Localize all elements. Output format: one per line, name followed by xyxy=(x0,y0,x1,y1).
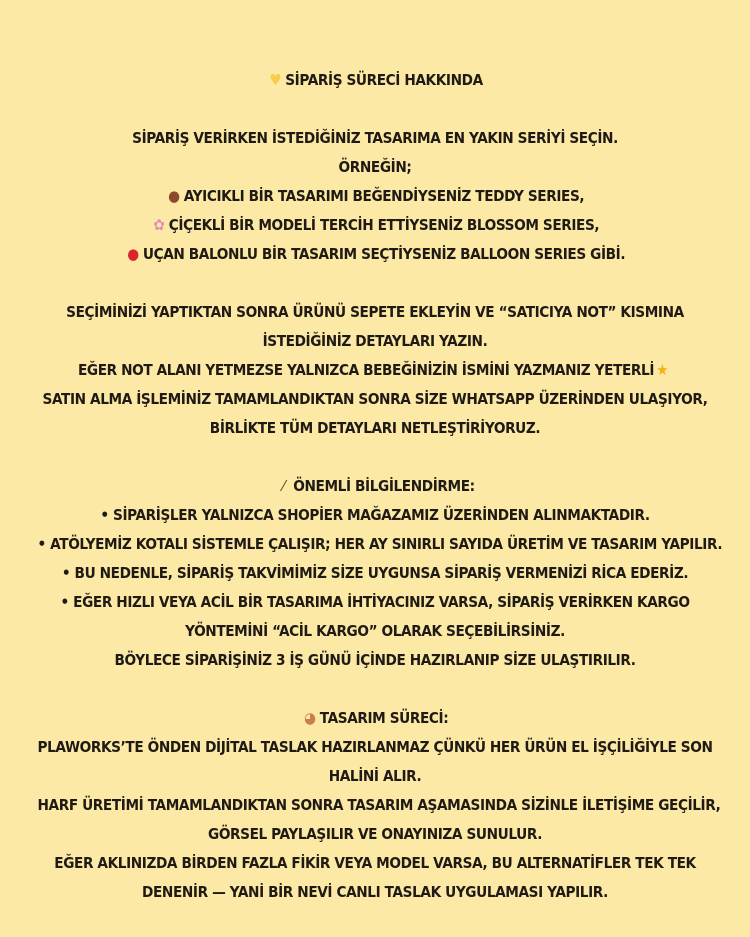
design-line-4: GÖRSEL PAYLAŞILIR VE ONAYINIZA SUNULUR. xyxy=(208,825,542,843)
cart-line-4: SATIN ALMA İŞLEMİNİZ TAMAMLANDIKTAN SONRA SİZE WHATSAPP ÜZERİNDEN ULAŞIYOR, xyxy=(42,390,708,408)
design-line-1: PLAWORKS’TE ÖNDEN DİJİTAL TASLAK HAZIRLANMAZ ÇÜNKÜ HER ÜRÜN EL İŞÇİLİĞİYLE SON xyxy=(37,738,713,756)
example-balloon xyxy=(38,240,713,269)
cart-line-5: BİRLİKTE TÜM DETAYLARI NETLEŞTİRİYORUZ. xyxy=(209,419,541,437)
design-title-text: TASARIM SÜRECİ: xyxy=(319,709,449,727)
design-line-2: HALİNİ ALIR. xyxy=(328,767,422,785)
example-blossom xyxy=(38,211,713,240)
important-line-6: BÖYLECE SİPARİŞİNİZ 3 İŞ GÜNÜ İÇİNDE HAZIRLANIP SİZE ULAŞTIRILIR. xyxy=(114,651,636,669)
important-line-3: • BU NEDENLE, SİPARİŞ TAKVİMİMİZ SİZE UYGUNSA SİPARİŞ VERMENİZİ RİCA EDERİZ. xyxy=(61,564,689,582)
spacer xyxy=(0,675,750,704)
important-line-1: • SİPARİŞLER YALNIZCA SHOPİER MAĞAZAMIZ ÜZERİNDEN ALINMAKTADIR. xyxy=(100,506,650,524)
example-balloon-text: UÇAN BALONLU BİR TASARIM SEÇTİYSENİZ BALLOON SERIES GİBİ. xyxy=(142,245,626,263)
order-line-2: ÖRNEĞİN; xyxy=(338,158,412,176)
teddy-bear-icon: ● xyxy=(168,187,180,205)
order-process-title-text: SİPARİŞ SÜRECİ HAKKINDA xyxy=(285,71,483,89)
important-line-4: • EĞER HIZLI VEYA ACİL BİR TASARIMA İHTİYACINIZ VARSA, SİPARİŞ VERİRKEN KARGO xyxy=(60,593,690,611)
design-line-5: EĞER AKLINIZDA BİRDEN FAZLA FİKİR VEYA MODEL VARSA, BU ALTERNATİFLER TEK TEK xyxy=(54,854,696,872)
cart-line-2: İSTEDİĞİNİZ DETAYLARI YAZIN. xyxy=(262,332,488,350)
example-blossom-text: ÇİÇEKLİ BİR MODELİ TERCİH ETTİYSENİZ BLOSSOM SERIES, xyxy=(168,216,600,234)
example-teddy xyxy=(38,182,713,211)
magic-wand-icon: ⁄ xyxy=(282,477,285,495)
spacer xyxy=(0,95,750,124)
spacer xyxy=(0,269,750,298)
cart-line-3 xyxy=(38,356,713,385)
palette-icon: ◕ xyxy=(304,709,316,727)
example-teddy-text: AYICIKLI BİR TASARIMI BEĞENDİYSENİZ TEDDY SERIES, xyxy=(183,187,585,205)
important-line-2: • ATÖLYEMİZ KOTALI SİSTEMLE ÇALIŞIR; HER AY SINIRLI SAYIDA ÜRETİM VE TASARIM YAPILIR. xyxy=(37,535,723,553)
important-line-5: YÖNTEMİNİ “ACİL KARGO” OLARAK SEÇEBİLİRSİNİZ. xyxy=(185,622,565,640)
spacer xyxy=(0,443,750,472)
design-line-3: HARF ÜRETİMİ TAMAMLANDIKTAN SONRA TASARIM AŞAMASINDA SİZİNLE İLETİŞİME GEÇİLİR, xyxy=(37,796,721,814)
cart-line-3-text: EĞER NOT ALANI YETMEZSE YALNIZCA BEBEĞİNİZİN İSMİNİ YAZMANIZ YETERLİ xyxy=(77,361,655,379)
order-process-title xyxy=(38,66,713,95)
yellow-heart-icon: ♥ xyxy=(269,71,282,89)
balloon-icon: ● xyxy=(127,245,139,263)
order-line-1: SİPARİŞ VERİRKEN İSTEDİĞİNİZ TASARIMA EN YAKIN SERİYİ SEÇİN. xyxy=(132,129,618,147)
important-title-text: ÖNEMLİ BİLGİLENDİRME: xyxy=(293,477,475,495)
design-line-6: DENENİR — YANİ BİR NEVİ CANLI TASLAK UYGULAMASI YAPILIR. xyxy=(142,883,608,901)
blossom-icon: ✿ xyxy=(153,216,165,234)
star-icon: ★ xyxy=(656,361,669,379)
design-title xyxy=(38,704,713,733)
cart-line-1: SEÇİMİNİZİ YAPTIKTAN SONRA ÜRÜNÜ SEPETE EKLEYİN VE “SATICIYA NOT” KISMINA xyxy=(66,303,684,321)
important-title xyxy=(38,472,713,501)
